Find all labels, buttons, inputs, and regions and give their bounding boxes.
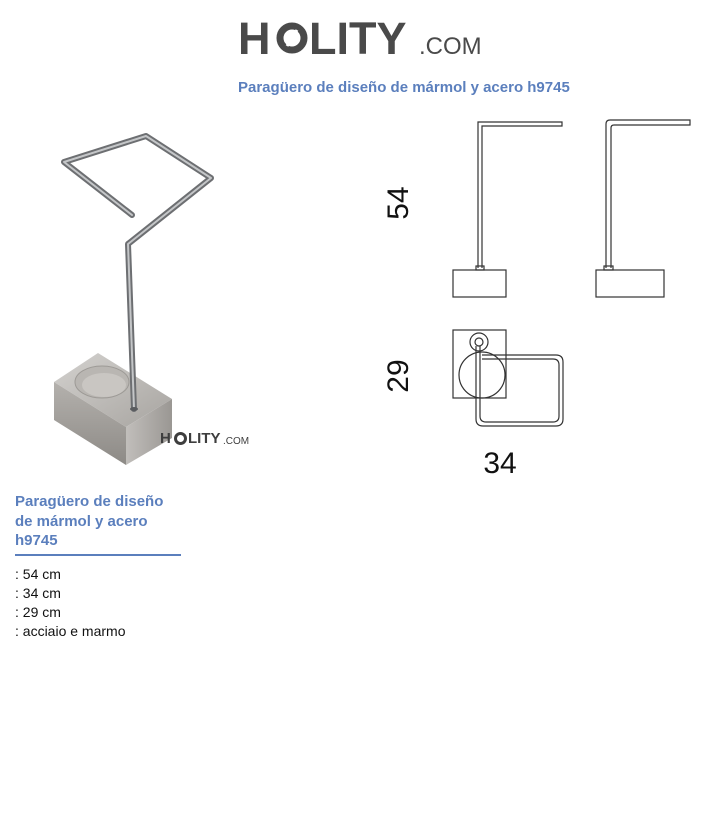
logo-letter-h: H <box>238 13 271 64</box>
top-plan-view <box>453 330 563 426</box>
spec-depth: : 29 cm <box>15 604 61 620</box>
dimension-width-label: 34 <box>483 447 517 480</box>
product-title: Paragüero de diseño de mármol y acero h9745 <box>15 493 164 549</box>
page-title: Paragüero de diseño de mármol y acero h9745 <box>238 79 570 96</box>
watermark-letters-lity: LITY <box>188 430 221 447</box>
photo-watermark-logo <box>160 431 250 449</box>
product-photo <box>40 120 260 470</box>
dimension-depth-label: 29 <box>382 359 415 393</box>
spec-list <box>15 565 125 641</box>
spec-height: : 54 cm <box>15 566 61 582</box>
title-divider <box>15 554 181 556</box>
logo-com: .COM <box>419 33 482 60</box>
watermark-com: .COM <box>223 436 250 447</box>
dimension-height-label: 54 <box>382 186 415 220</box>
watermark-letter-h: H <box>160 430 171 447</box>
logo-letters-lity: LITY <box>309 13 407 64</box>
side-elevation-view <box>596 120 690 297</box>
magnifier-o-icon <box>276 22 308 54</box>
spec-width: : 34 cm <box>15 585 61 601</box>
holity-logo[interactable] <box>238 14 488 64</box>
spec-material: : acciaio e marmo <box>15 623 126 639</box>
technical-drawings <box>370 110 710 490</box>
magnifier-o-icon <box>174 432 187 445</box>
front-elevation-view <box>453 122 562 297</box>
